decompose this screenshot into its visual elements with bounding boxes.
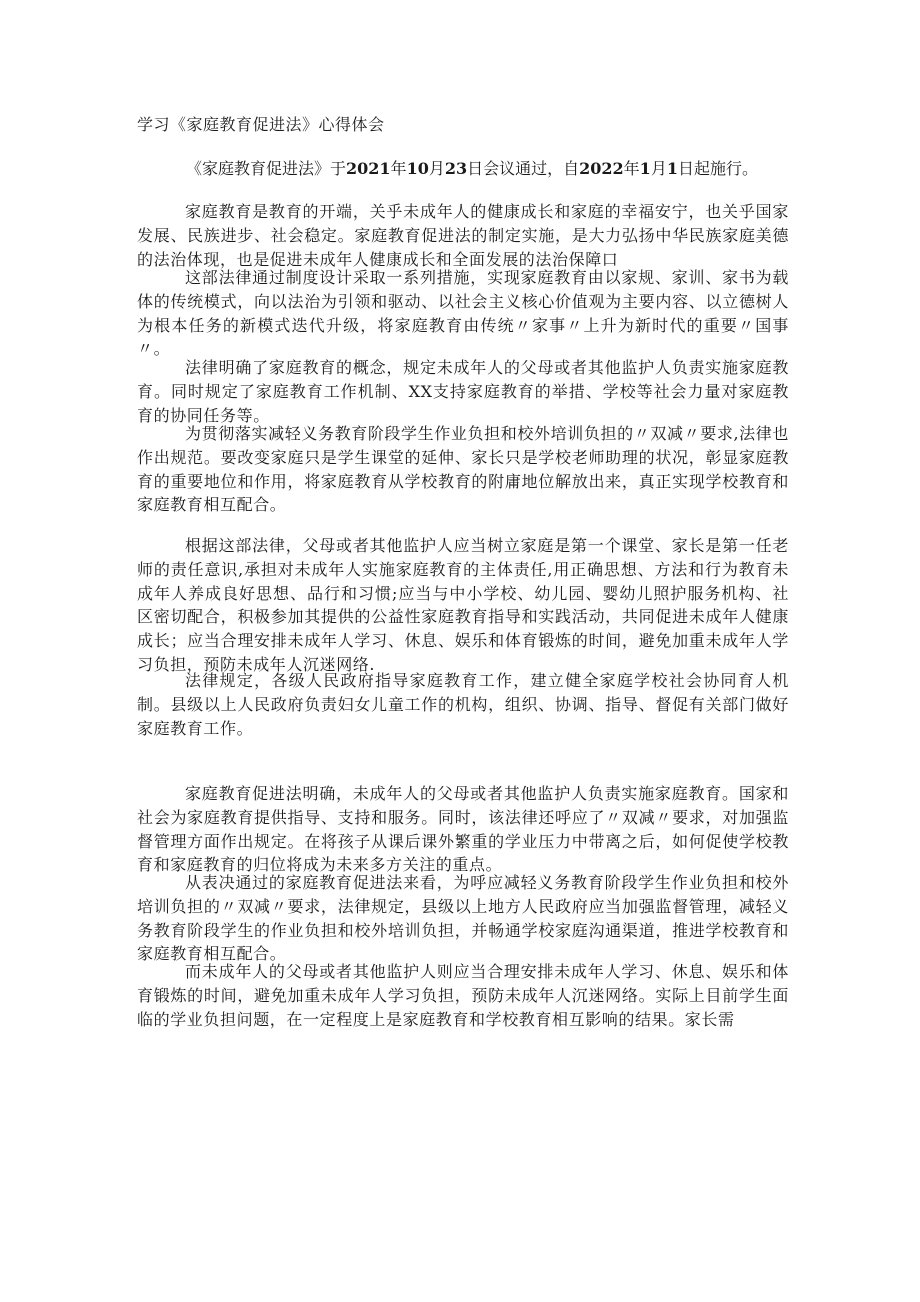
intro-text: 年 bbox=[390, 159, 407, 178]
intro-text: 日会议通过，自 bbox=[467, 159, 580, 178]
intro-text: 日起施行。 bbox=[677, 159, 758, 178]
document-title: 学习《家庭教育促进法》心得体会 bbox=[137, 115, 385, 134]
intro-text: 年 bbox=[623, 159, 640, 178]
paragraph: 为贯彻落实减轻义务教育阶段学生作业负担和校外培训负担的〃双减〃要求,法律也作出规范。要改变家庭只是学生课堂的延伸、家长只是学校老师助理的状况，彰显家庭教育的重要地位和作用，将家庭教育从学校教育的附庸地位解放出来，真正实现学校教育和家庭教育相互配合。 bbox=[137, 424, 789, 515]
intro-day: 23 bbox=[444, 159, 468, 178]
intro-text: 月 bbox=[650, 159, 667, 178]
paragraph: 法律规定，各级人民政府指导家庭教育工作，建立健全家庭学校社会协同育人机制。县级以上人民政府负责妇女儿童工作的机构，组织、协调、指导、督促有关部门做好家庭教育工作。 bbox=[137, 671, 789, 738]
intro-line bbox=[186, 157, 758, 181]
intro-year: 2021 bbox=[346, 159, 391, 178]
intro-text: 《家庭教育促进法》于 bbox=[186, 159, 347, 178]
paragraph: 从表决通过的家庭教育促进法来看，为呼应减轻义务教育阶段学生作业负担和校外培训负担的〃双减〃要求，法律规定，县级以上地方人民政府应当加强监督管理，减轻义务教育阶段学生的作业负担和校外培训负担，并畅通学校家庭沟通渠道，推进学校教育和家庭教育相互配合。 bbox=[137, 873, 789, 964]
intro-month: 1 bbox=[639, 159, 651, 178]
intro-year: 2022 bbox=[579, 159, 624, 178]
paragraph: 法律明确了家庭教育的概念，规定未成年人的父母或者其他监护人负责实施家庭教育。同时规定了家庭教育工作机制、XX支持家庭教育的举措、学校等社会力量对家庭教育的协同任务等。 bbox=[137, 358, 789, 425]
paragraph: 家庭教育是教育的开端，关乎未成年人的健康成长和家庭的幸福安宁，也关乎国家发展、民族进步、社会稳定。家庭教育促进法的制定实施，是大力弘扬中华民族家庭美德的法治体现，也是促进未成年人健康成长和全面发展的法治保障口 bbox=[137, 202, 789, 269]
paragraph: 而未成年人的父母或者其他监护人则应当合理安排未成年人学习、休息、娱乐和体育锻炼的时间，避免加重未成年人学习负担，预防未成年人沉迷网络。实际上目前学生面临的学业负担问题，在一定程度上是家庭教育和学校教育相互影响的结果。家长需 bbox=[137, 962, 789, 1029]
intro-day: 1 bbox=[666, 159, 678, 178]
intro-month: 10 bbox=[406, 159, 429, 178]
intro-text: 月 bbox=[428, 159, 445, 178]
paragraph: 家庭教育促进法明确，未成年人的父母或者其他监护人负责实施家庭教育。国家和社会为家庭教育提供指导、支持和服务。同时，该法律还呼应了〃双减〃要求，对加强监督管理方面作出规定。在将孩子从课后课外繁重的学业压力中带离之后，如何促使学校教育和家庭教育的归位将成为未来多方关注的重点。 bbox=[137, 784, 789, 875]
paragraph: 根据这部法律，父母或者其他监护人应当树立家庭是第一个课堂、家长是第一任老师的责任意识,承担对未成年人实施家庭教育的主体责任,用正确思想、方法和行为教育未成年人养成良好思想、品行和习惯;应当与中小学校、幼儿园、婴幼儿照护服务机构、社区密切配合，积极参加其提供的公益性家庭教育指导和实践活动，共同促进未成年人健康成长；应当合理安排未成年人学习、休息、娱乐和体育锻炼的时间，避免加重未成年人学习负担，预防未成年人沉迷网络. bbox=[137, 536, 789, 674]
paragraph: 这部法律通过制度设计采取一系列措施，实现家庭教育由以家规、家训、家书为载体的传统模式，向以法治为引领和驱动、以社会主义核心价值观为主要内容、以立德树人为根本任务的新模式迭代升级，将家庭教育由传统〃家事〃上升为新时代的重要〃国事〃。 bbox=[137, 268, 789, 359]
